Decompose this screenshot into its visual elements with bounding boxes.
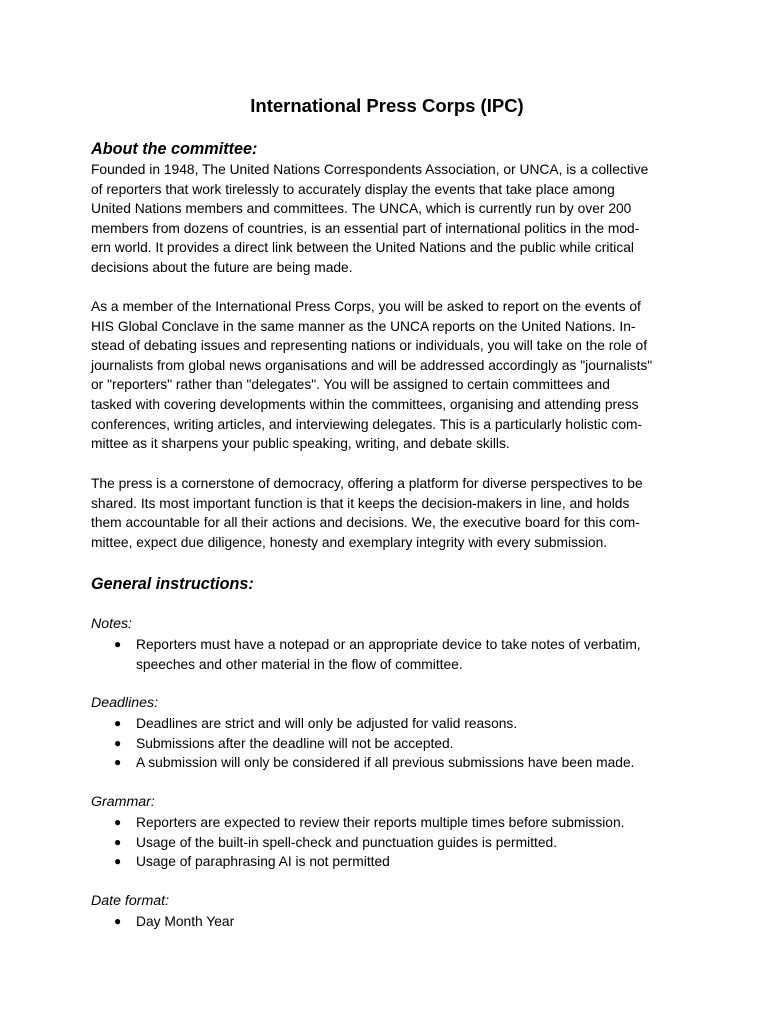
list-item-line: Reporters are expected to review their reports multiple times before submission. (136, 815, 625, 830)
notes-label: Notes: (91, 616, 133, 632)
paragraph-line: United Nations members and committees. The UNCA, which is currently run by over 200 (91, 201, 632, 217)
paragraph-line: decisions about the future are being made. (91, 259, 353, 275)
paragraph-line: ern world. It provides a direct link between the United Nations and the public while critical (91, 240, 634, 256)
list-item (91, 852, 683, 872)
list-item (91, 753, 683, 773)
paragraph-line: members from dozens of countries, is an essential part of international politics in the mod- (91, 220, 640, 236)
grammar-list (91, 813, 683, 872)
list-item (91, 714, 683, 734)
list-item (91, 833, 683, 853)
list-item-line: Submissions after the deadline will not be accepted. (136, 735, 454, 751)
list-item (91, 813, 683, 833)
bullet-icon: ● (114, 815, 122, 829)
list-item-line: speeches and other material in the flow of committee. (136, 656, 463, 672)
deadlines-label: Deadlines: (91, 695, 159, 711)
list-item-line: Usage of paraphrasing AI is not permitted (136, 854, 390, 870)
list-item-line: Day Month Year (136, 914, 235, 929)
list-item-line: A submission will only be considered if all previous submissions have been made. (136, 755, 635, 771)
paragraph-line: journalists from global news organisations and will be addressed accordingly as "journalists" (91, 357, 653, 373)
about-paragraph-2 (91, 297, 683, 454)
bullet-icon: ● (114, 637, 122, 651)
paragraph-line: Founded in 1948, The United Nations Correspondents Association, or UNCA, is a collective (91, 162, 649, 177)
bullet-icon: ● (114, 834, 122, 849)
about-paragraph-3 (91, 474, 683, 552)
list-item-line: Reporters must have a notepad or an appropriate device to take notes of verbatim, (136, 637, 641, 652)
bullet-icon: ● (114, 854, 122, 869)
bullet-icon: ● (114, 735, 122, 750)
paragraph-line: stead of debating issues and representing nations or individuals, you will take on the role of (91, 338, 648, 354)
date-format-list (91, 912, 683, 932)
list-item (91, 635, 683, 674)
list-item (91, 912, 683, 932)
paragraph-line: conferences, writing articles, and interviewing delegates. This is a particularly holistic com- (91, 416, 643, 432)
deadlines-list (91, 714, 683, 773)
bullet-icon: ● (114, 914, 122, 928)
list-item-line: Deadlines are strict and will only be adjusted for valid reasons. (136, 716, 518, 731)
paragraph-line: As a member of the International Press Corps, you will be asked to report on the events of (91, 299, 641, 314)
general-instructions-heading: General instructions: (91, 575, 254, 593)
list-item-line: Usage of the built-in spell-check and punctuation guides is permitted. (136, 834, 558, 850)
document-title: International Press Corps (IPC) (250, 95, 524, 116)
paragraph-line: of reporters that work tirelessly to accurately display the events that take place among (91, 181, 615, 197)
paragraph-line: tasked with covering developments within the committees, organising and attending press (91, 396, 639, 412)
paragraph-line: shared. Its most important function is that it keeps the decision-makers in line, and holds (91, 495, 630, 511)
paragraph-line: mittee, expect due diligence, honesty and exemplary integrity with every submission. (91, 534, 608, 550)
about-paragraph-1 (91, 160, 683, 278)
grammar-label: Grammar: (91, 794, 155, 810)
about-heading: About the committee: (91, 140, 258, 158)
paragraph-line: The press is a cornerstone of democracy, offering a platform for diverse perspectives to be (91, 476, 643, 491)
paragraph-line: mittee as it sharpens your public speaking, writing, and debate skills. (91, 436, 510, 452)
bullet-icon: ● (114, 755, 122, 770)
notes-list (91, 635, 683, 674)
list-item (91, 734, 683, 754)
date-format-label: Date format: (91, 893, 170, 909)
paragraph-line: or "reporters" rather than "delegates". You will be assigned to certain committees and (91, 377, 610, 393)
bullet-icon: ● (114, 716, 122, 730)
paragraph-line: HIS Global Conclave in the same manner as the UNCA reports on the United Nations. In- (91, 318, 636, 334)
paragraph-line: them accountable for all their actions and decisions. We, the executive board for this com- (91, 515, 640, 531)
